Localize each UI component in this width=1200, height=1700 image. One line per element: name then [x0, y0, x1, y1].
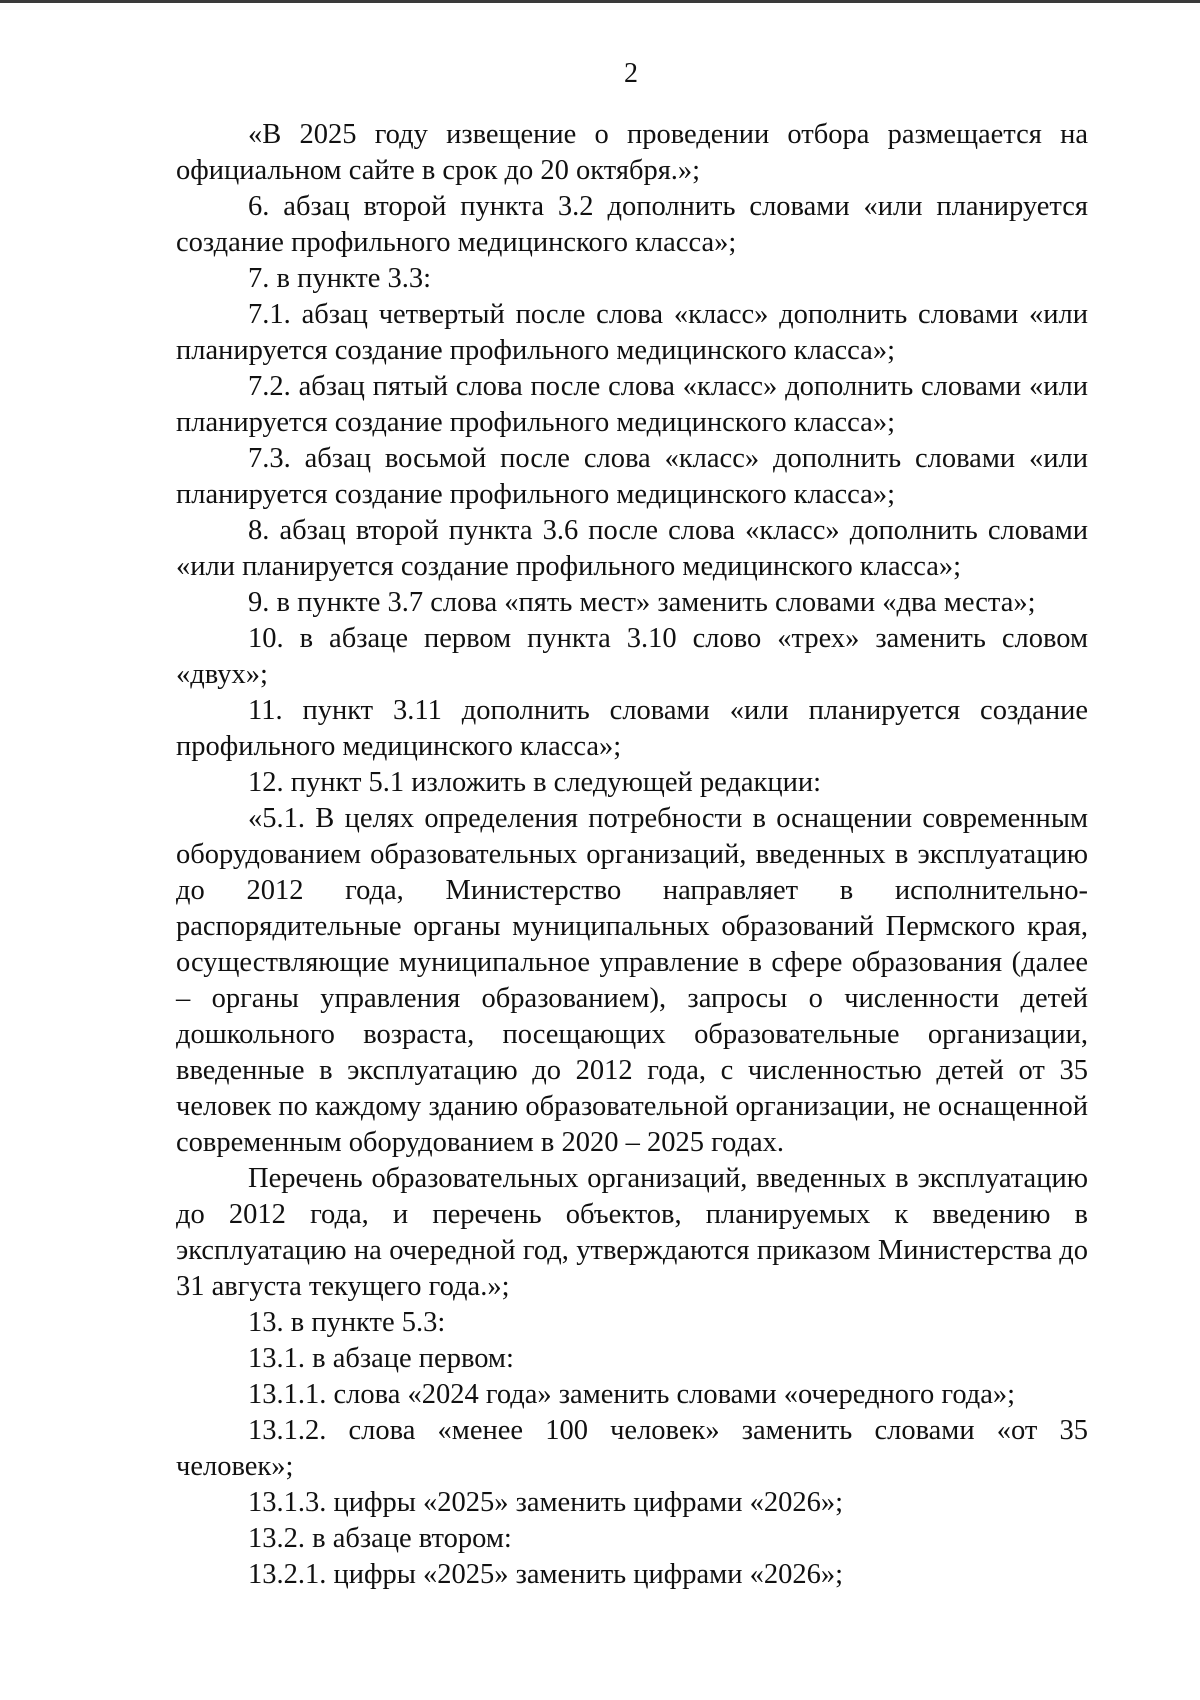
paragraph-item-7-3: 7.3. абзац восьмой после слова «класс» дополнить словами «или планируется создание профильного медицинского класса»; — [176, 443, 1088, 510]
paragraph-item-9: 9. в пункте 3.7 слова «пять мест» заменить словами «два места»; — [248, 587, 1036, 618]
scan-edge-line — [0, 0, 1200, 3]
paragraph-item-13-1-2: 13.1.2. слова «менее 100 человек» заменить словами «от 35 человек»; — [176, 1415, 1088, 1482]
paragraph-item-13-2: 13.2. в абзаце втором: — [248, 1523, 512, 1554]
paragraph-item-13-1-1: 13.1.1. слова «2024 года» заменить словами «очередного года»; — [248, 1379, 1016, 1410]
paragraph-item-13-2-1: 13.2.1. цифры «2025» заменить цифрами «2026»; — [248, 1559, 843, 1590]
page-number: 2 — [624, 58, 638, 89]
paragraph-clause-5-1: «5.1. В целях определения потребности в оснащении современным оборудованием образовательных организаций, введенных в эксплуатацию до 2012 года, Министерство направляет в исполнительно-распорядительные органы муниципальных образований Пермского края, осуществляющие муниципальное управление в сфере образования (далее – органы управления образованием), запросы о численности детей дошкольного возраста, посещающих образовательные организации, введенные в эксплуатацию до 2012 года, с численностью детей от 35 человек по каждому зданию образовательной организации, не оснащенной современным оборудованием в 2020 – 2025 годах. — [176, 803, 1088, 1158]
paragraph-item-8: 8. абзац второй пункта 3.6 после слова «класс» дополнить словами «или планируется создание профильного медицинского класса»; — [176, 515, 1088, 582]
paragraph-organizations-list: Перечень образовательных организаций, введенных в эксплуатацию до 2012 года, и перечень объектов, планируемых к введению в эксплуатацию на очередной год, утверждаются приказом Министерства до 31 августа текущего года.»; — [176, 1163, 1088, 1302]
paragraph-item-10: 10. в абзаце первом пункта 3.10 слово «трех» заменить словом «двух»; — [176, 623, 1088, 690]
paragraph-item-13-1: 13.1. в абзаце первом: — [248, 1343, 514, 1374]
paragraph-announcement-deadline: «В 2025 году извещение о проведении отбора размещается на официальном сайте в срок до 20 октября.»; — [176, 119, 1088, 186]
paragraph-item-12: 12. пункт 5.1 изложить в следующей редакции: — [248, 767, 822, 798]
paragraph-item-7-2: 7.2. абзац пятый слова после слова «класс» дополнить словами «или планируется создание профильного медицинского класса»; — [176, 371, 1088, 438]
paragraph-item-7-1: 7.1. абзац четвертый после слова «класс» дополнить словами «или планируется создание профильного медицинского класса»; — [176, 299, 1088, 366]
paragraph-item-11: 11. пункт 3.11 дополнить словами «или планируется создание профильного медицинского класса»; — [176, 695, 1088, 762]
paragraph-item-13: 13. в пункте 5.3: — [248, 1307, 446, 1338]
document-body — [176, 117, 1088, 1593]
paragraph-item-13-1-3: 13.1.3. цифры «2025» заменить цифрами «2026»; — [248, 1487, 843, 1518]
paragraph-item-7: 7. в пункте 3.3: — [248, 263, 432, 294]
paragraph-item-6: 6. абзац второй пункта 3.2 дополнить словами «или планируется создание профильного медицинского класса»; — [176, 191, 1088, 258]
